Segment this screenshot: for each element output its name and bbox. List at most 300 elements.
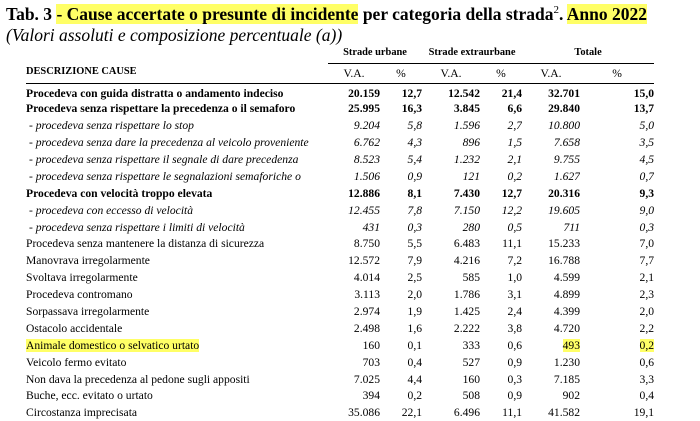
table-row — [26, 303, 654, 320]
header-group-extraurban: Strade extraurbane — [422, 42, 522, 64]
cell-value: 585 — [463, 271, 480, 284]
cell-total-va — [522, 269, 580, 286]
cell-value: 0,5 — [508, 221, 523, 234]
cell-total-pct — [580, 236, 654, 253]
cell-value: 0,4 — [408, 356, 423, 369]
table-row — [26, 100, 654, 117]
cell-extraurban-va — [422, 117, 480, 134]
row-label-text: Sorpassava irregolarmente — [26, 305, 149, 318]
cell-total-pct — [580, 388, 654, 405]
header-va-extraurban: V.A. — [422, 64, 480, 84]
cell-value: 902 — [563, 389, 580, 402]
row-label-text: Ostacolo accidentale — [26, 322, 122, 335]
cell-value: 7.658 — [554, 136, 580, 149]
cell-value: 22,1 — [402, 406, 422, 419]
cell-value: 493 — [563, 339, 580, 352]
cell-value: 7.025 — [354, 373, 380, 386]
row-label — [26, 117, 328, 134]
row-label-text: - procedeva senza rispettare le segnalazioni semaforiche o — [29, 170, 301, 183]
cell-value: 12.572 — [348, 254, 380, 267]
cell-extraurban-va — [422, 84, 480, 101]
cell-urban-pct — [380, 388, 422, 405]
cell-urban-va — [328, 219, 380, 236]
cell-total-va — [522, 303, 580, 320]
row-label-text: - procedeva senza rispettare i limiti di velocità — [29, 221, 245, 234]
cell-total-pct — [580, 320, 654, 337]
cell-total-va — [522, 252, 580, 269]
cell-urban-va — [328, 168, 380, 185]
cell-extraurban-pct — [480, 117, 522, 134]
cell-extraurban-pct — [480, 236, 522, 253]
cell-extraurban-pct — [480, 286, 522, 303]
row-label-text: - procedeva senza rispettare il segnale di dare precedenza — [29, 153, 298, 166]
cell-total-pct — [580, 286, 654, 303]
row-label — [26, 151, 328, 168]
table-row — [26, 202, 654, 219]
row-label — [26, 185, 328, 202]
cell-value: 2,4 — [508, 305, 523, 318]
row-label — [26, 134, 328, 151]
cell-value: 4.014 — [354, 271, 380, 284]
cell-urban-va — [328, 202, 380, 219]
row-label-text: Veicolo fermo evitato — [26, 356, 126, 369]
cell-urban-va — [328, 371, 380, 388]
cell-value: 2,7 — [508, 119, 523, 132]
cell-value: 160 — [463, 373, 480, 386]
cell-value: 2.974 — [354, 305, 380, 318]
table-row — [26, 151, 654, 168]
cell-extraurban-pct — [480, 303, 522, 320]
cell-urban-va — [328, 337, 380, 354]
header-row-groups — [26, 42, 654, 64]
cell-urban-pct — [380, 269, 422, 286]
cell-urban-pct — [380, 320, 422, 337]
cell-urban-va — [328, 151, 380, 168]
cell-extraurban-pct — [480, 168, 522, 185]
row-label — [26, 84, 328, 101]
cell-extraurban-pct — [480, 371, 522, 388]
cell-value: 3.845 — [454, 102, 480, 115]
cell-extraurban-va — [422, 354, 480, 371]
title-footnote-ref: 2 — [554, 4, 560, 16]
cell-value: 0,6 — [508, 339, 523, 352]
causes-table — [26, 42, 654, 421]
table-row — [26, 236, 654, 253]
cell-extraurban-va — [422, 202, 480, 219]
row-label-text: Procedeva senza mantenere la distanza di sicurezza — [26, 237, 264, 250]
cell-value: 8.523 — [354, 153, 380, 166]
cell-value: 8,1 — [408, 187, 423, 200]
cell-value: 16.788 — [548, 254, 580, 267]
cell-value: 35.086 — [348, 406, 380, 419]
header-group-total: Totale — [522, 42, 654, 64]
cell-value: 4,3 — [408, 136, 423, 149]
table-row — [26, 269, 654, 286]
title-highlight-causes: - Cause accertate o presunte di incidente — [56, 4, 358, 24]
cell-total-va — [522, 185, 580, 202]
cell-value: 160 — [363, 339, 380, 352]
row-label — [26, 388, 328, 405]
row-label-text: Manovrava irregolarmente — [26, 254, 150, 267]
cell-total-pct — [580, 252, 654, 269]
cell-value: 4,5 — [640, 153, 655, 166]
cell-urban-va — [328, 236, 380, 253]
cell-extraurban-va — [422, 303, 480, 320]
cell-value: 9.755 — [554, 153, 580, 166]
cell-extraurban-pct — [480, 388, 522, 405]
cell-extraurban-va — [422, 371, 480, 388]
cell-total-va — [522, 151, 580, 168]
cell-value: 0,2 — [640, 339, 655, 352]
cell-urban-pct — [380, 252, 422, 269]
cell-value: 6.762 — [354, 136, 380, 149]
cell-value: 12,2 — [502, 204, 522, 217]
cell-value: 4.899 — [554, 288, 580, 301]
cell-value: 0,7 — [640, 170, 655, 183]
cell-urban-va — [328, 269, 380, 286]
cell-total-va — [522, 337, 580, 354]
cell-value: 21,4 — [502, 87, 522, 100]
cell-value: 41.582 — [548, 406, 580, 419]
cell-value: 0,3 — [408, 221, 423, 234]
cell-urban-pct — [380, 337, 422, 354]
cell-total-pct — [580, 185, 654, 202]
cell-value: 9,3 — [640, 187, 655, 200]
cell-extraurban-pct — [480, 252, 522, 269]
row-label-text: Procedeva con velocità troppo elevata — [26, 187, 212, 200]
cell-urban-va — [328, 100, 380, 117]
row-label — [26, 371, 328, 388]
cell-urban-va — [328, 320, 380, 337]
cell-extraurban-va — [422, 168, 480, 185]
cell-value: 7.150 — [454, 204, 480, 217]
cell-extraurban-va — [422, 286, 480, 303]
cell-urban-pct — [380, 117, 422, 134]
row-label-text: Non dava la precedenza al pedone sugli appositi — [26, 373, 250, 386]
table-row — [26, 117, 654, 134]
row-label-text: - procedeva con eccesso di velocità — [29, 204, 193, 217]
row-label-text: Buche, ecc. evitato o urtato — [26, 389, 153, 402]
cell-extraurban-pct — [480, 269, 522, 286]
cell-value: 3.113 — [354, 288, 380, 301]
cell-value: 2.498 — [354, 322, 380, 335]
row-label — [26, 269, 328, 286]
cell-value: 3,5 — [640, 136, 655, 149]
table-row — [26, 219, 654, 236]
cell-value: 6.496 — [454, 406, 480, 419]
cell-value: 12,7 — [502, 187, 522, 200]
cell-extraurban-pct — [480, 320, 522, 337]
cell-total-pct — [580, 337, 654, 354]
header-va-total: V.A. — [522, 64, 580, 84]
cell-value: 15,0 — [634, 87, 654, 100]
cell-value: 12,7 — [402, 87, 422, 100]
cell-total-va — [522, 219, 580, 236]
cell-value: 2,0 — [640, 305, 655, 318]
cell-value: 508 — [463, 389, 480, 402]
header-pct-total: % — [580, 64, 654, 84]
cell-urban-va — [328, 117, 380, 134]
cell-total-pct — [580, 100, 654, 117]
cell-value: 0,9 — [508, 389, 523, 402]
cell-urban-va — [328, 84, 380, 101]
cell-value: 1.232 — [454, 153, 480, 166]
cell-value: 4.399 — [554, 305, 580, 318]
table-row — [26, 320, 654, 337]
cell-value: 2,1 — [508, 153, 523, 166]
table-row — [26, 252, 654, 269]
cell-value: 4.720 — [554, 322, 580, 335]
cell-urban-va — [328, 354, 380, 371]
table-row — [26, 354, 654, 371]
cell-value: 703 — [363, 356, 380, 369]
cell-value: 11,1 — [502, 237, 522, 250]
cell-value: 896 — [463, 136, 480, 149]
cell-urban-pct — [380, 84, 422, 101]
cell-value: 10.800 — [548, 119, 580, 132]
cell-urban-va — [328, 134, 380, 151]
cell-value: 1.596 — [454, 119, 480, 132]
row-label-text: Procedeva senza rispettare la precedenza o il semaforo — [26, 102, 295, 115]
cell-value: 2,5 — [408, 271, 423, 284]
cell-total-va — [522, 134, 580, 151]
cell-total-va — [522, 320, 580, 337]
cell-value: 1,5 — [508, 136, 523, 149]
header-group-urban: Strade urbane — [328, 42, 422, 64]
cell-total-va — [522, 84, 580, 101]
cell-value: 7,8 — [408, 204, 423, 217]
cell-extraurban-pct — [480, 354, 522, 371]
cell-total-pct — [580, 303, 654, 320]
cell-value: 0,9 — [508, 356, 523, 369]
cell-value: 2,1 — [640, 271, 655, 284]
cell-value: 1.627 — [554, 170, 580, 183]
table-row — [26, 388, 654, 405]
row-label — [26, 252, 328, 269]
cell-extraurban-va — [422, 388, 480, 405]
row-label — [26, 337, 328, 354]
cell-extraurban-va — [422, 269, 480, 286]
cell-value: 711 — [563, 221, 580, 234]
cell-urban-pct — [380, 100, 422, 117]
cell-value: 13,7 — [634, 102, 654, 115]
cell-value: 1.506 — [354, 170, 380, 183]
table-row — [26, 134, 654, 151]
cell-value: 2,3 — [640, 288, 655, 301]
cell-total-va — [522, 371, 580, 388]
row-label-text: - procedeva senza rispettare lo stop — [29, 119, 194, 132]
cell-urban-pct — [380, 219, 422, 236]
cell-urban-pct — [380, 134, 422, 151]
cell-value: 1.230 — [554, 356, 580, 369]
cell-value: 0,1 — [408, 339, 423, 352]
row-label — [26, 236, 328, 253]
cell-value: 3,1 — [508, 288, 523, 301]
cell-urban-pct — [380, 236, 422, 253]
cell-extraurban-va — [422, 337, 480, 354]
cell-total-pct — [580, 371, 654, 388]
cell-value: 4,4 — [408, 373, 423, 386]
cell-value: 1,0 — [508, 271, 523, 284]
cell-value: 2.222 — [454, 322, 480, 335]
table-row — [26, 337, 654, 354]
cell-value: 1,9 — [408, 305, 423, 318]
cell-value: 6,6 — [508, 102, 523, 115]
cell-urban-va — [328, 286, 380, 303]
cell-extraurban-va — [422, 151, 480, 168]
cell-value: 121 — [463, 170, 480, 183]
title-middle: per categoria della strada — [358, 4, 553, 24]
row-label — [26, 354, 328, 371]
cell-total-pct — [580, 202, 654, 219]
table-row — [26, 168, 654, 185]
cell-value: 2,2 — [640, 322, 655, 335]
cell-extraurban-pct — [480, 337, 522, 354]
cell-urban-va — [328, 303, 380, 320]
cell-total-va — [522, 202, 580, 219]
cell-urban-va — [328, 252, 380, 269]
row-label — [26, 219, 328, 236]
cell-value: 9.204 — [354, 119, 380, 132]
row-label-text: Svoltava irregolarmente — [26, 271, 138, 284]
cell-extraurban-pct — [480, 185, 522, 202]
cell-total-va — [522, 236, 580, 253]
table-row — [26, 286, 654, 303]
header-pct-urban: % — [380, 64, 422, 84]
cell-total-pct — [580, 151, 654, 168]
cell-value: 394 — [363, 389, 380, 402]
row-label-text: Procedeva contromano — [26, 288, 133, 301]
cell-value: 29.840 — [548, 102, 580, 115]
title-highlight-year: Anno 2022 — [567, 4, 647, 24]
cell-value: 7,0 — [640, 237, 655, 250]
row-label — [26, 286, 328, 303]
cell-total-va — [522, 388, 580, 405]
cell-value: 1.786 — [454, 288, 480, 301]
row-label-text: Animale domestico o selvatico urtato — [26, 339, 199, 352]
row-label — [26, 168, 328, 185]
cell-urban-pct — [380, 354, 422, 371]
title-prefix: Tab. 3 — [6, 4, 56, 24]
cell-total-va — [522, 100, 580, 117]
header-pct-extraurban: % — [480, 64, 522, 84]
cell-value: 16,3 — [402, 102, 422, 115]
cell-value: 0,6 — [640, 356, 655, 369]
cell-extraurban-va — [422, 100, 480, 117]
cell-value: 12.542 — [448, 87, 480, 100]
cell-value: 0,4 — [640, 389, 655, 402]
title-dot: . — [559, 4, 567, 24]
cell-value: 12.886 — [348, 187, 380, 200]
cell-total-va — [522, 117, 580, 134]
cell-urban-va — [328, 388, 380, 405]
cell-value: 19.605 — [548, 204, 580, 217]
row-label-text: Procedeva con guida distratta o andamento indeciso — [26, 87, 283, 100]
cell-value: 333 — [463, 339, 480, 352]
cell-extraurban-va — [422, 320, 480, 337]
cell-total-va — [522, 168, 580, 185]
cell-value: 7,2 — [508, 254, 523, 267]
cell-value: 0,3 — [640, 221, 655, 234]
table-row — [26, 371, 654, 388]
table-row — [26, 84, 654, 101]
cell-value: 0,2 — [408, 389, 423, 402]
cell-value: 7,7 — [640, 254, 655, 267]
cell-value: 8.750 — [354, 237, 380, 250]
cell-urban-pct — [380, 185, 422, 202]
cell-value: 19,1 — [634, 406, 654, 419]
cell-total-pct — [580, 84, 654, 101]
cell-value: 3,3 — [640, 373, 655, 386]
cell-total-pct — [580, 134, 654, 151]
cell-value: 32.701 — [548, 87, 580, 100]
cell-value: 3,8 — [508, 322, 523, 335]
cell-urban-pct — [380, 371, 422, 388]
row-label — [26, 303, 328, 320]
cell-value: 5,8 — [408, 119, 423, 132]
cell-value: 2,0 — [408, 288, 423, 301]
cell-extraurban-pct — [480, 151, 522, 168]
table-body — [26, 84, 654, 421]
cell-value: 0,3 — [508, 373, 523, 386]
cell-value: 20.159 — [348, 87, 380, 100]
cell-value: 12.455 — [348, 204, 380, 217]
cell-value: 280 — [463, 221, 480, 234]
cell-value: 5,0 — [640, 119, 655, 132]
row-label — [26, 100, 328, 117]
cell-value: 25.995 — [348, 102, 380, 115]
cell-value: 4.599 — [554, 271, 580, 284]
cell-extraurban-va — [422, 252, 480, 269]
cell-total-pct — [580, 219, 654, 236]
cell-value: 7.430 — [454, 187, 480, 200]
cell-value: 431 — [363, 221, 380, 234]
cell-value: 6.483 — [454, 237, 480, 250]
header-va-urban: V.A. — [328, 64, 380, 84]
cell-urban-pct — [380, 202, 422, 219]
cell-total-va — [522, 354, 580, 371]
row-label-text: Circostanza imprecisata — [26, 406, 137, 419]
row-label — [26, 202, 328, 219]
cell-extraurban-pct — [480, 84, 522, 101]
cell-extraurban-pct — [480, 219, 522, 236]
cell-value: 9,0 — [640, 204, 655, 217]
cell-total-pct — [580, 117, 654, 134]
cell-extraurban-pct — [480, 202, 522, 219]
cell-value: 527 — [463, 356, 480, 369]
cell-total-pct — [580, 354, 654, 371]
table-title — [6, 4, 698, 46]
title-suffix: (Valori assoluti e composizione percentuale (a)) — [6, 25, 342, 45]
cell-value: 1.425 — [454, 305, 480, 318]
cell-urban-pct — [380, 168, 422, 185]
cell-total-pct — [580, 269, 654, 286]
cell-value: 5,5 — [408, 237, 423, 250]
cell-extraurban-va — [422, 185, 480, 202]
header-description: DESCRIZIONE CAUSE — [26, 42, 328, 84]
row-label — [26, 320, 328, 337]
cell-value: 15.233 — [548, 237, 580, 250]
cell-value: 1,6 — [408, 322, 423, 335]
cell-urban-pct — [380, 151, 422, 168]
cell-urban-va — [328, 185, 380, 202]
cell-extraurban-pct — [480, 100, 522, 117]
cell-urban-pct — [380, 286, 422, 303]
cell-total-pct — [580, 168, 654, 185]
cell-extraurban-pct — [480, 134, 522, 151]
cell-value: 0,9 — [408, 170, 423, 183]
cell-total-va — [522, 286, 580, 303]
